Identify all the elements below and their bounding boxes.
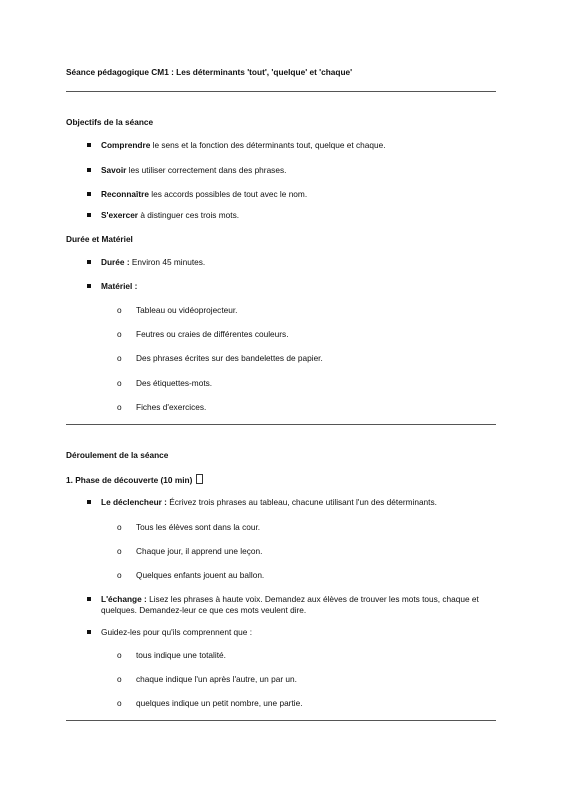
echange-item-continued: quelques. Demandez-leur ce que ces mots veulent dire. xyxy=(101,605,307,615)
phase-title: 1. Phase de découverte (10 min) xyxy=(66,474,203,486)
echange-item: L'échange : Lisez les phrases à haute voix. Demandez aux élèves de trouver les mots tous, chaque et xyxy=(101,594,479,604)
section-heading-objectifs: Objectifs de la séance xyxy=(66,117,154,127)
divider xyxy=(66,720,496,721)
materiel-item: Feutres ou craies de différentes couleurs. xyxy=(136,329,289,339)
circle-bullet-icon: o xyxy=(117,378,122,388)
phrase-item: Chaque jour, il apprend une leçon. xyxy=(136,546,263,556)
sens-item: quelques indique un petit nombre, une partie. xyxy=(136,698,303,708)
bullet-icon xyxy=(87,260,91,264)
sens-item: chaque indique l'un après l'autre, un par un. xyxy=(136,674,297,684)
bullet-icon xyxy=(87,630,91,634)
circle-bullet-icon: o xyxy=(117,674,122,684)
bullet-icon xyxy=(87,597,91,601)
circle-bullet-icon: o xyxy=(117,353,122,363)
bullet-icon xyxy=(87,284,91,288)
materiel-item: Des phrases écrites sur des bandelettes de papier. xyxy=(136,353,323,363)
document-title: Séance pédagogique CM1 : Les déterminants 'tout', 'quelque' et 'chaque' xyxy=(66,67,353,77)
section-heading-duree: Durée et Matériel xyxy=(66,234,133,244)
bullet-icon xyxy=(87,192,91,196)
materiel-item: Des étiquettes-mots. xyxy=(136,378,213,388)
bullet-icon xyxy=(87,213,91,217)
divider xyxy=(66,91,496,92)
materiel-item: Fiches d'exercices. xyxy=(136,402,207,412)
placeholder-box-icon xyxy=(196,474,203,484)
objectif-item: Reconnaître les accords possibles de tout avec le nom. xyxy=(101,189,308,199)
circle-bullet-icon: o xyxy=(117,522,122,532)
divider xyxy=(66,424,496,425)
objectif-item: Savoir les utiliser correctement dans des phrases. xyxy=(101,165,287,175)
bullet-icon xyxy=(87,500,91,504)
circle-bullet-icon: o xyxy=(117,570,122,580)
phrase-item: Tous les élèves sont dans la cour. xyxy=(136,522,261,532)
bullet-icon xyxy=(87,143,91,147)
duree-item: Durée : Environ 45 minutes. xyxy=(101,257,206,267)
section-heading-deroulement: Déroulement de la séance xyxy=(66,450,169,460)
circle-bullet-icon: o xyxy=(117,650,122,660)
phrase-item: Quelques enfants jouent au ballon. xyxy=(136,570,265,580)
materiel-item: Tableau ou vidéoprojecteur. xyxy=(136,305,238,315)
objectif-item: S'exercer à distinguer ces trois mots. xyxy=(101,210,240,220)
circle-bullet-icon: o xyxy=(117,329,122,339)
objectif-item: Comprendre le sens et la fonction des déterminants tout, quelque et chaque. xyxy=(101,140,386,150)
circle-bullet-icon: o xyxy=(117,698,122,708)
guidez-item: Guidez-les pour qu'ils comprennent que : xyxy=(101,627,253,637)
declencheur-item: Le déclencheur : Écrivez trois phrases au tableau, chacune utilisant l'un des déterminants. xyxy=(101,497,437,507)
circle-bullet-icon: o xyxy=(117,402,122,412)
circle-bullet-icon: o xyxy=(117,305,122,315)
sens-item: tous indique une totalité. xyxy=(136,650,226,660)
circle-bullet-icon: o xyxy=(117,546,122,556)
materiel-label: Matériel : xyxy=(101,281,138,291)
bullet-icon xyxy=(87,168,91,172)
